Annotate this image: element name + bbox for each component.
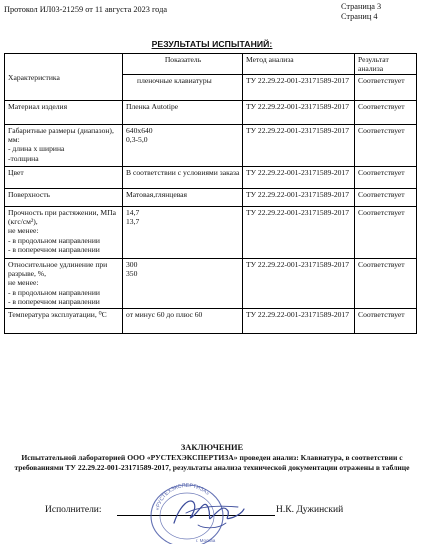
table-cell-characteristic: Температура эксплуатации, ⁰С	[5, 309, 123, 334]
table-cell-method: ТУ 22.29.22-001-23171589-2017	[243, 309, 355, 334]
executor-name: Н.К. Дужинский	[276, 505, 344, 515]
table-cell-value: 300 350	[123, 259, 243, 309]
table-row	[5, 207, 417, 259]
table-cell-method: ТУ 22.29.22-001-23171589-2017	[243, 259, 355, 309]
subheader-result: Соответствует	[355, 75, 417, 101]
table-row	[5, 101, 417, 125]
table-cell-characteristic: Материал изделия	[5, 101, 123, 125]
header-characteristic: Характеристика	[5, 54, 123, 101]
executors-label: Исполнители:	[45, 505, 102, 515]
table-cell-value: Матовая,глянцевая	[123, 189, 243, 207]
table-cell-method: ТУ 22.29.22-001-23171589-2017	[243, 125, 355, 167]
table-row	[5, 259, 417, 309]
page-counter	[341, 2, 381, 21]
table-row	[5, 189, 417, 207]
table-row	[5, 167, 417, 189]
table-cell-value: В соответствии с условиями заказа	[123, 167, 243, 189]
table-row	[5, 125, 417, 167]
table-cell-value: от минус 60 до плюс 60	[123, 309, 243, 334]
table-cell-method: ТУ 22.29.22-001-23171589-2017	[243, 101, 355, 125]
table-cell-result: Соответствует	[355, 167, 417, 189]
page-number: Страница 3	[341, 2, 382, 11]
table-cell-result: Соответствует	[355, 207, 417, 259]
table-cell-method: ТУ 22.29.22-001-23171589-2017	[243, 189, 355, 207]
table-cell-result: Соответствует	[355, 125, 417, 167]
page-title: РЕЗУЛЬТАТЫ ИСПЫТАНИЙ:	[151, 39, 273, 49]
table-cell-value: 640х640 0,3-5,0	[123, 125, 243, 167]
results-table	[4, 53, 417, 334]
table-header-row	[5, 54, 417, 75]
table-cell-value: 14,7 13,7	[123, 207, 243, 259]
table-cell-result: Соответствует	[355, 259, 417, 309]
table-cell-result: Соответствует	[355, 189, 417, 207]
table-cell-characteristic: Цвет	[5, 167, 123, 189]
table-cell-characteristic: Прочность при растяжении, МПа (кгс/см²), не менее: - в продольном направлении - в поперечном направлении	[5, 207, 123, 259]
header-result: Результат анализа	[355, 54, 417, 75]
table-cell-method: ТУ 22.29.22-001-23171589-2017	[243, 207, 355, 259]
subheader-value: пленочные клавиатуры	[123, 75, 243, 101]
table-cell-characteristic: Габаритные размеры (диапазон), мм: - длина х ширина -толщина	[5, 125, 123, 167]
subheader-method: ТУ 22.29.22-001-23171589-2017	[243, 75, 355, 101]
header-value: Показатель	[123, 54, 243, 75]
conclusion-heading: ЗАКЛЮЧЕНИЕ	[180, 443, 244, 452]
table-cell-result: Соответствует	[355, 101, 417, 125]
header-method: Метод анализа	[243, 54, 355, 75]
table-cell-value: Пленка Autotipe	[123, 101, 243, 125]
protocol-number: Протокол ИЛ03-21259 от 11 августа 2023 года	[4, 5, 167, 14]
page-total: Страниц 4	[341, 11, 378, 21]
table-cell-characteristic: Поверхность	[5, 189, 123, 207]
table-cell-result: Соответствует	[355, 309, 417, 334]
svg-text:«РУСТЕХЭКСПЕРТИЗА»: «РУСТЕХЭКСПЕРТИЗА»	[154, 482, 211, 512]
conclusion-body: Испытательной лабораторией ООО «РУСТЕХЭКСПЕРТИЗА» проведен анализ: Клавиатура, в соответствии с требованиями ТУ 22.29.22-001-23171589-2017, результаты анализа технической документации отражены в таблице	[14, 453, 410, 472]
svg-text:г. Москва: г. Москва	[196, 538, 216, 543]
table-cell-method: ТУ 22.29.22-001-23171589-2017	[243, 167, 355, 189]
table-row	[5, 309, 417, 334]
handwritten-signature	[168, 487, 246, 537]
table-cell-characteristic: Относительное удлинение при разрыве, %, не менее: - в продольном направлении - в поперечном направлении	[5, 259, 123, 309]
